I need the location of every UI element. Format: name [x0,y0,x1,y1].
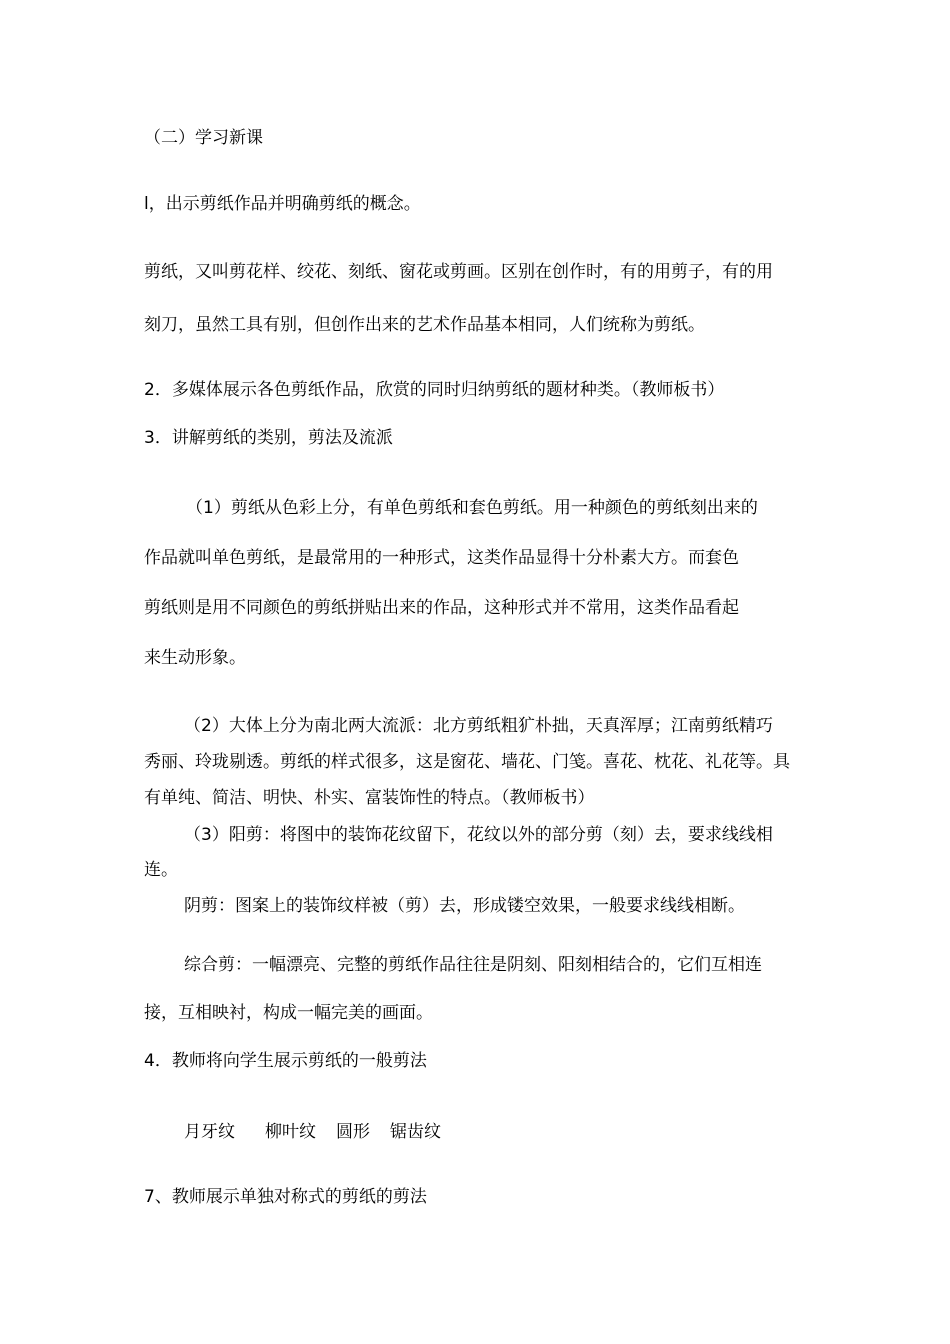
pattern-willow-leaf: 柳叶纹 [265,1122,316,1142]
subsection-1-line-1: （1）剪纸从色彩上分，有单色剪纸和套色剪纸。用一种颜色的剪纸刻出来的 [186,498,758,518]
yin-cut-description: 阴剪：图案上的装饰纹样被（剪）去，形成镂空效果，一般要求线线相断。 [184,896,745,916]
item-7-title: 7、教师展示单独对称式的剪纸的剪法 [144,1187,427,1207]
combined-cut-line-2: 接，互相映衬，构成一幅完美的画面。 [144,1003,433,1023]
item-1-title: l，出示剪纸作品并明确剪纸的概念。 [144,194,421,214]
combined-cut-line-1: 综合剪：一幅漂亮、完整的剪纸作品往往是阴刻、阳刻相结合的，它们互相连 [184,955,762,975]
pattern-sawtooth: 锯齿纹 [390,1122,441,1142]
pattern-crescent: 月牙纹 [184,1122,235,1142]
item-2-title: 2．多媒体展示各色剪纸作品，欣赏的同时归纳剪纸的题材种类。（教师板书） [144,380,725,400]
section-heading: （二）学习新课 [144,128,263,148]
subsection-2-line-3: 有单纯、简洁、明快、朴实、富装饰性的特点。（教师板书） [144,788,595,808]
item-4-title: 4．教师将向学生展示剪纸的一般剪法 [144,1051,427,1071]
item-1-paragraph-line-2: 刻刀，虽然工具有别，但创作出来的艺术作品基本相同，人们统称为剪纸。 [144,315,705,335]
subsection-1-line-2: 作品就叫单色剪纸，是最常用的一种形式，这类作品显得十分朴素大方。而套色 [144,548,739,568]
subsection-2-line-2: 秀丽、玲珑剔透。剪纸的样式很多，这是窗花、墙花、门笺。喜花、枕花、礼花等。具 [144,752,790,772]
subsection-3-line-1: （3）阳剪：将图中的装饰花纹留下，花纹以外的部分剪（刻）去，要求线线相 [184,825,773,845]
subsection-3-line-2: 连。 [144,860,178,880]
subsection-1-line-3: 剪纸则是用不同颜色的剪纸拼贴出来的作品，这种形式并不常用，这类作品看起 [144,598,739,618]
item-3-title: 3．讲解剪纸的类别，剪法及流派 [144,428,393,448]
subsection-2-line-1: （2）大体上分为南北两大流派：北方剪纸粗犷朴拙，天真浑厚；江南剪纸精巧 [184,716,773,736]
pattern-list [184,1120,441,1144]
item-1-paragraph-line-1: 剪纸，又叫剪花样、绞花、刻纸、窗花或剪画。区别在创作时，有的用剪子，有的用 [144,262,773,282]
subsection-1-line-4: 来生动形象。 [144,648,246,668]
pattern-circle: 圆形 [336,1122,370,1142]
